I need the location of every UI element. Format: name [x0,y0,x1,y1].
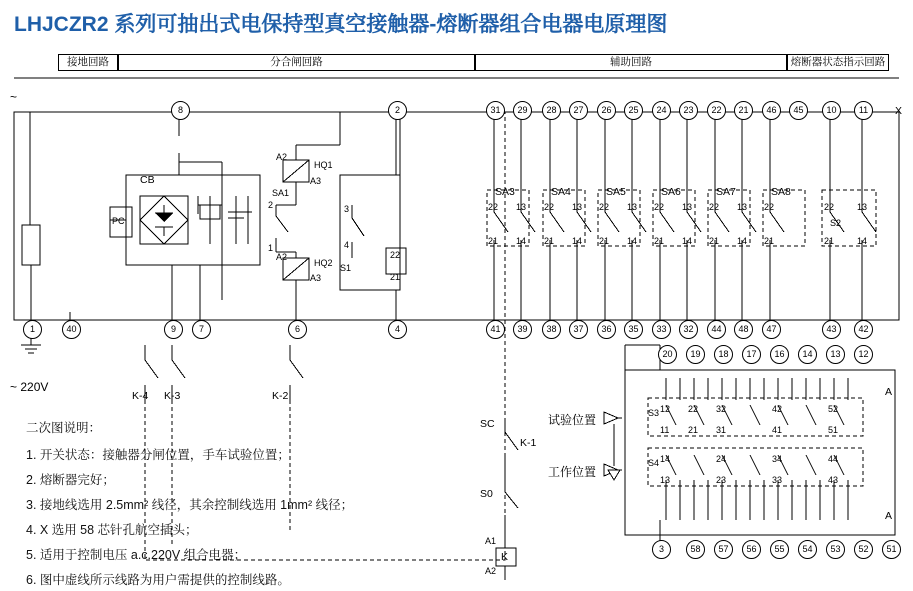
contact-number: 34 [772,454,783,464]
device-label-a2-coil: A2 [485,566,497,576]
contact-number: 14 [737,236,748,246]
section-label-auxiliary: 辅助回路 [475,54,787,71]
contact-number: 14 [857,236,868,246]
terminal-3[interactable]: 3 [652,540,671,559]
terminal-32[interactable]: 32 [679,320,698,339]
device-label-pc: PC [112,216,125,226]
contact-number: 13 [627,202,638,212]
contact-number: 22 [599,202,610,212]
contact-number: 13 [516,202,527,212]
terminal-52[interactable]: 52 [854,540,873,559]
contact-number: 22 [488,202,499,212]
terminal-12[interactable]: 12 [854,345,873,364]
terminal-18[interactable]: 18 [714,345,733,364]
device-label-a2-bottom: A2 [276,252,288,262]
note-item-5: 5. 适用于控制电压 a.c.220V 组合电器； [26,548,247,562]
device-label-a3-bottom: A3 [310,273,322,283]
contact-number: 21 [488,236,499,246]
terminal-6[interactable]: 6 [288,320,307,339]
contact-number: 21 [764,236,775,246]
terminal-45[interactable]: 45 [789,101,808,120]
contact-number: 1 [268,243,274,253]
terminal-39[interactable]: 39 [513,320,532,339]
contact-label-k4: K-4 [132,390,149,402]
contact-number: 21 [688,425,699,435]
device-label-hq1: HQ1 [314,160,333,170]
contact-number: 22 [688,404,699,414]
contact-number: 22 [654,202,665,212]
supply-voltage-label: ~ 220V [10,380,49,394]
terminal-43[interactable]: 43 [822,320,841,339]
contact-number: 32 [716,404,727,414]
contact-number: 21 [654,236,665,246]
contact-number: 2 [268,200,274,210]
terminal-57[interactable]: 57 [714,540,733,559]
terminal-51[interactable]: 51 [882,540,901,559]
device-label-sa5: SA5 [606,186,626,198]
contact-number: 33 [772,475,783,485]
terminal-54[interactable]: 54 [798,540,817,559]
terminal-53[interactable]: 53 [826,540,845,559]
contact-number: 14 [682,236,693,246]
terminal-48[interactable]: 48 [734,320,753,339]
contact-number: 22 [390,250,401,260]
device-label-a3-top: A3 [310,176,322,186]
contact-number: 12 [660,404,671,414]
x-connector-label: X [895,105,903,117]
a-connector-label-bottom: A [885,510,893,522]
terminal-11[interactable]: 11 [854,101,873,120]
contact-label-k1: K-1 [520,437,537,449]
device-label-s1: S1 [340,263,352,273]
section-label-fuse-status: 熔断器状态指示回路 [787,54,889,71]
contact-number: 22 [709,202,720,212]
contact-number: 13 [660,475,671,485]
terminal-10[interactable]: 10 [822,101,841,120]
contact-number: 21 [599,236,610,246]
contact-number: 42 [772,404,783,414]
terminal-40[interactable]: 40 [62,320,81,339]
contact-number: 22 [824,202,835,212]
contact-number: 31 [716,425,727,435]
terminal-38[interactable]: 38 [542,320,561,339]
terminal-58[interactable]: 58 [686,540,705,559]
terminal-19[interactable]: 19 [686,345,705,364]
page-title: LHJCZR2 系列可抽出式电保持型真空接触器-熔断器组合电器电原理图 [14,13,668,36]
terminal-8[interactable]: 8 [171,101,190,120]
label-test-position: 试验位置 [548,413,597,427]
device-label-sa1: SA1 [272,188,290,198]
terminal-31[interactable]: 31 [486,101,505,120]
terminal-22[interactable]: 22 [707,101,726,120]
terminal-4[interactable]: 4 [388,320,407,339]
terminal-23[interactable]: 23 [679,101,698,120]
contact-label-k3: K-3 [164,390,181,402]
terminal-2[interactable]: 2 [388,101,407,120]
contact-number: 52 [828,404,839,414]
terminal-44[interactable]: 44 [707,320,726,339]
terminal-20[interactable]: 20 [658,345,677,364]
note-item-3: 3. 接地线选用 2.5mm² 线径，其余控制线选用 1mm² 线径； [26,498,354,512]
contact-number: 3 [344,204,350,214]
contact-number: 21 [544,236,555,246]
terminal-24[interactable]: 24 [652,101,671,120]
device-label-sa8: SA8 [771,186,791,198]
contact-number: 13 [737,202,748,212]
device-label-s2: S2 [830,218,842,228]
device-label-sa3: SA3 [495,186,515,198]
contact-number: 24 [716,454,727,464]
ac-symbol-label: ~ [10,90,18,104]
terminal-7[interactable]: 7 [192,320,211,339]
contact-label-k2: K-2 [272,390,289,402]
terminal-41[interactable]: 41 [486,320,505,339]
terminal-47[interactable]: 47 [762,320,781,339]
note-item-2: 2. 熔断器完好； [26,473,115,487]
terminal-13[interactable]: 13 [826,345,845,364]
terminal-35[interactable]: 35 [624,320,643,339]
terminal-36[interactable]: 36 [597,320,616,339]
device-label-a1: A1 [485,536,497,546]
contact-number: 22 [544,202,555,212]
device-label-sa4: SA4 [551,186,571,198]
terminal-29[interactable]: 29 [513,101,532,120]
terminal-25[interactable]: 25 [624,101,643,120]
contact-number: 21 [709,236,720,246]
contact-number: 41 [772,425,783,435]
contact-number: 14 [660,454,671,464]
device-label-s0: S0 [480,488,493,500]
contact-number: 13 [682,202,693,212]
note-item-4: 4. X 选用 58 芯针孔航空插头； [26,523,198,537]
contact-number: 44 [828,454,839,464]
terminal-26[interactable]: 26 [597,101,616,120]
device-label-sa7: SA7 [716,186,736,198]
contact-number: 14 [627,236,638,246]
note-item-6: 6. 图中虚线所示线路为用户需提供的控制线路。 [26,573,290,587]
terminal-16[interactable]: 16 [770,345,789,364]
device-label-s3: S3 [648,408,660,418]
terminal-37[interactable]: 37 [569,320,588,339]
section-label-open-close: 分合闸回路 [118,54,475,71]
device-label-sc: SC [480,418,495,430]
a-connector-label-top: A [885,386,893,398]
contact-number: 21 [824,236,835,246]
terminal-55[interactable]: 55 [770,540,789,559]
terminal-27[interactable]: 27 [569,101,588,120]
notes-heading: 二次图说明： [26,421,102,435]
contact-number: 43 [828,475,839,485]
note-item-1: 1. 开关状态：接触器分闸位置，手车试验位置； [26,448,290,462]
contact-number: 13 [572,202,583,212]
terminal-14[interactable]: 14 [798,345,817,364]
contact-number: 13 [857,202,868,212]
device-label-sa6: SA6 [661,186,681,198]
terminal-46[interactable]: 46 [762,101,781,120]
terminal-17[interactable]: 17 [742,345,761,364]
contact-number: 11 [660,425,670,435]
device-label-k-coil: K [501,551,509,563]
terminal-33[interactable]: 33 [652,320,671,339]
contact-number: 23 [716,475,727,485]
device-label-cb: CB [140,174,155,186]
contact-number: 21 [390,272,401,282]
terminal-9[interactable]: 9 [164,320,183,339]
contact-number: 14 [516,236,527,246]
contact-number: 4 [344,240,350,250]
terminal-42[interactable]: 42 [854,320,873,339]
terminal-1[interactable]: 1 [23,320,42,339]
label-work-position: 工作位置 [548,465,597,479]
contact-number: 51 [828,425,839,435]
terminal-28[interactable]: 28 [542,101,561,120]
device-label-hq2: HQ2 [314,258,333,268]
terminal-56[interactable]: 56 [742,540,761,559]
terminal-21[interactable]: 21 [734,101,753,120]
contact-number: 22 [764,202,775,212]
contact-number: 14 [572,236,583,246]
section-label-earth: 接地回路 [58,54,118,71]
device-label-a2-top: A2 [276,152,288,162]
device-label-s4: S4 [648,458,660,468]
